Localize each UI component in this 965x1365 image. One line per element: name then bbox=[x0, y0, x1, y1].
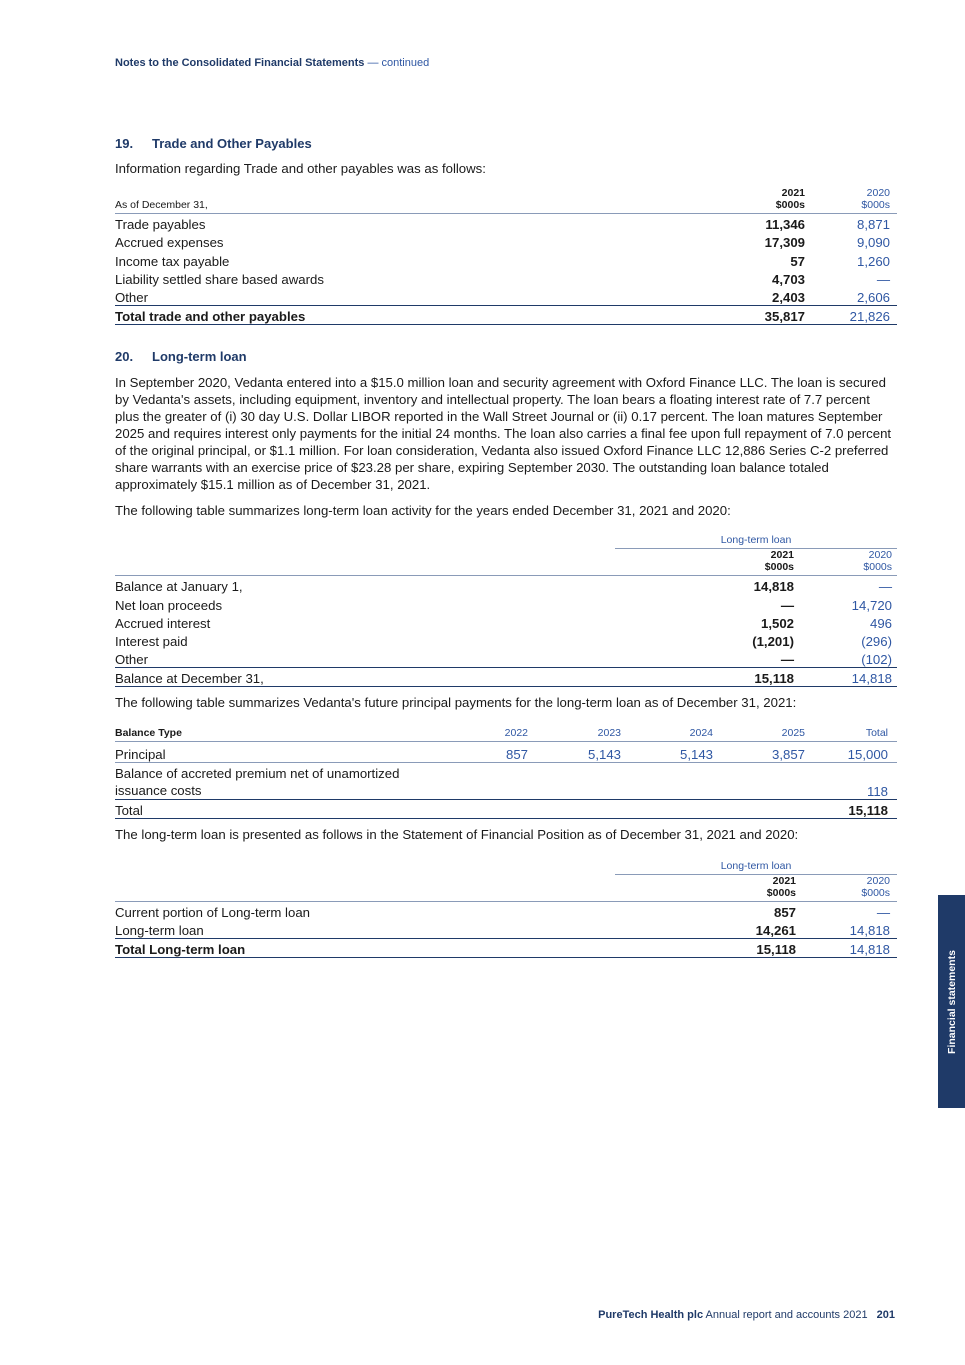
section-19-heading bbox=[115, 136, 897, 151]
future-payments-table bbox=[115, 720, 897, 818]
principal-total: 15,000 bbox=[847, 746, 888, 762]
value-2020: (102) bbox=[861, 652, 892, 668]
table-row bbox=[115, 649, 897, 668]
running-header-title: Notes to the Consolidated Financial Statements bbox=[115, 57, 365, 69]
activity-col-2021-unit: $000s bbox=[764, 561, 794, 574]
future-total-value: 15,118 bbox=[805, 799, 897, 818]
activity-col-2020-year: 2020 bbox=[868, 549, 892, 562]
value-2020: — bbox=[876, 905, 890, 921]
premium-total: 118 bbox=[866, 783, 888, 799]
principal-label: Principal bbox=[115, 746, 166, 762]
value-2020: 14,818 bbox=[849, 923, 890, 939]
position-col-2021-unit: $000s bbox=[766, 886, 796, 899]
section-19-title: Trade and Other Payables bbox=[152, 136, 312, 151]
activity-intro: The following table summarizes long-term loan activity for the years ended December 31, 2021 and 2020: bbox=[115, 503, 731, 518]
value-2020: 9,090 bbox=[856, 235, 890, 251]
table-row bbox=[115, 920, 897, 939]
future-header-2023: 2023 bbox=[528, 720, 621, 741]
table-row bbox=[115, 594, 897, 612]
section-19 bbox=[115, 136, 897, 325]
payables-col-2020-unit: $000s bbox=[861, 199, 890, 211]
future-header-type: Balance Type bbox=[115, 720, 437, 741]
row-label: Trade payables bbox=[115, 217, 206, 233]
loan-paragraph: In September 2020, Vedanta entered into a $15.0 million loan and security agreement with Oxford Finance LLC. The loan is secured by Vedanta's assets, including equipment, inventory and intellectual property. The loan bears a floating interest rate of 7.7 percent plus the greater of (i) 30 day U.S. Dollar LIBOR reported in the Wall Street Journal or (ii) 0.17 percent. The loan matures September 2025 and requires interest only payments for the initial 24 months. The loan also carries a final fee upon full repayment of 7.0 percent of the original principal, or $1.1 million. For loan consideration, Vedanta also issued Oxford Finance LLC 12,886 Series C-2 preferred share warrants with an exercise price of $23.28 per share, expiring September 2030. The outstanding loan balance totaled approximately $15.1 million as of December 31, 2021. bbox=[115, 375, 892, 492]
future-total-row bbox=[115, 799, 897, 818]
footer-report: Annual report and accounts 2021 bbox=[705, 1309, 868, 1321]
value-2021: 14,818 bbox=[753, 579, 794, 595]
position-col-2020 bbox=[800, 874, 897, 901]
activity-col-2021-year: 2021 bbox=[770, 549, 794, 562]
table-row bbox=[115, 287, 897, 306]
value-2020: 1,260 bbox=[856, 253, 890, 269]
future-total-label: Total bbox=[115, 799, 437, 818]
value-2020: 2,606 bbox=[856, 289, 890, 305]
row-label: Long-term loan bbox=[115, 923, 204, 939]
payables-as-of: As of December 31, bbox=[115, 187, 695, 214]
future-header-2024: 2024 bbox=[621, 720, 713, 741]
activity-total-row bbox=[115, 668, 897, 687]
table-row bbox=[115, 232, 897, 250]
row-label: Balance at January 1, bbox=[115, 579, 243, 595]
value-2020: (296) bbox=[861, 633, 892, 649]
value-2021: 11,346 bbox=[765, 217, 805, 233]
activity-col-2020 bbox=[800, 549, 897, 576]
section-19-number: 19. bbox=[115, 136, 134, 151]
loan-activity-table bbox=[115, 528, 897, 687]
section-20 bbox=[115, 349, 897, 958]
table-row bbox=[115, 631, 897, 649]
footer-company: PureTech Health plc bbox=[598, 1309, 704, 1321]
payables-table bbox=[115, 187, 897, 325]
value-2020: 8,871 bbox=[856, 217, 890, 233]
activity-col-2021 bbox=[615, 549, 800, 576]
row-label: Interest paid bbox=[115, 633, 188, 649]
table-row bbox=[115, 214, 897, 233]
premium-label bbox=[115, 762, 713, 799]
section-20-number: 20. bbox=[115, 349, 134, 364]
table-row bbox=[115, 269, 897, 287]
activity-col-2020-unit: $000s bbox=[863, 561, 892, 574]
total-2021: 35,817 bbox=[695, 305, 805, 324]
payables-col-2021 bbox=[695, 187, 805, 214]
row-label: Other bbox=[115, 289, 148, 305]
premium-label-line1: Balance of accreted premium net of unamortized bbox=[115, 765, 400, 781]
value-2020: 14,720 bbox=[851, 597, 892, 613]
payables-header-row bbox=[115, 187, 897, 214]
value-2021: — bbox=[780, 652, 794, 668]
payables-col-2021-year: 2021 bbox=[781, 187, 805, 199]
value-2021: 1,502 bbox=[760, 615, 794, 631]
future-header-2025: 2025 bbox=[713, 720, 805, 741]
row-label: Current portion of Long-term loan bbox=[115, 905, 310, 921]
position-col-2020-year: 2020 bbox=[866, 874, 890, 887]
total-2021: 15,118 bbox=[615, 668, 800, 687]
future-header-row bbox=[115, 720, 897, 741]
total-label: Total Long-term loan bbox=[115, 939, 615, 958]
payables-col-2020-year: 2020 bbox=[866, 187, 890, 199]
activity-group-row bbox=[115, 528, 897, 549]
principal-2025: 3,857 bbox=[771, 746, 805, 762]
principal-2023: 5,143 bbox=[587, 746, 621, 762]
total-label: Balance at December 31, bbox=[115, 668, 615, 687]
value-2021: 14,261 bbox=[755, 923, 796, 939]
financial-position-table bbox=[115, 854, 897, 959]
value-2021: — bbox=[780, 597, 794, 613]
premium-row bbox=[115, 762, 897, 799]
page-number: 201 bbox=[876, 1309, 895, 1321]
total-2021: 15,118 bbox=[615, 939, 800, 958]
position-col-2021-year: 2021 bbox=[772, 874, 796, 887]
total-label: Total trade and other payables bbox=[115, 305, 695, 324]
payables-col-2021-unit: $000s bbox=[775, 199, 805, 211]
row-label: Accrued expenses bbox=[115, 235, 224, 251]
table-row bbox=[115, 901, 897, 920]
value-2020: — bbox=[878, 579, 892, 595]
table-row bbox=[115, 250, 897, 268]
value-2020: 496 bbox=[869, 615, 892, 631]
position-group-row bbox=[115, 854, 897, 875]
row-label: Net loan proceeds bbox=[115, 597, 223, 613]
table-row bbox=[115, 576, 897, 595]
table-row bbox=[115, 613, 897, 631]
activity-group-label: Long-term loan bbox=[615, 528, 897, 549]
running-header-continued: — continued bbox=[367, 57, 430, 69]
position-header-row bbox=[115, 874, 897, 901]
position-intro: The long-term loan is presented as follows in the Statement of Financial Position as of December 31, 2021 and 2020: bbox=[115, 826, 799, 842]
value-2020: — bbox=[876, 271, 890, 287]
running-header bbox=[115, 57, 429, 69]
payables-col-2020 bbox=[805, 187, 897, 214]
future-header-total: Total bbox=[805, 720, 897, 741]
future-header-2022: 2022 bbox=[437, 720, 528, 741]
principal-2024: 5,143 bbox=[679, 746, 713, 762]
future-intro: The following table summarizes Vedanta's future principal payments for the long-term loan as of December 31, 2021: bbox=[115, 695, 797, 711]
value-2021: 17,309 bbox=[764, 235, 805, 251]
position-group-label: Long-term loan bbox=[615, 854, 897, 875]
principal-2022: 857 bbox=[505, 746, 528, 762]
position-col-2020-unit: $000s bbox=[861, 886, 890, 899]
section-20-heading bbox=[115, 349, 897, 364]
row-label: Liability settled share based awards bbox=[115, 271, 324, 287]
section-19-intro: Information regarding Trade and other payables was as follows: bbox=[115, 161, 486, 176]
premium-label-line2: issuance costs bbox=[115, 782, 202, 798]
value-2021: 2,403 bbox=[771, 289, 805, 305]
activity-header-row bbox=[115, 549, 897, 576]
position-col-2021 bbox=[615, 874, 800, 901]
section-side-tab[interactable] bbox=[938, 895, 965, 1108]
value-2021: (1,201) bbox=[752, 633, 794, 649]
side-tab-label: Financial statements bbox=[945, 949, 958, 1054]
value-2021: 857 bbox=[773, 905, 796, 921]
total-2020: 14,818 bbox=[800, 668, 897, 687]
section-20-title: Long-term loan bbox=[152, 349, 247, 364]
row-label: Income tax payable bbox=[115, 253, 230, 269]
position-total-row bbox=[115, 939, 897, 958]
total-2020: 21,826 bbox=[805, 305, 897, 324]
row-label: Accrued interest bbox=[115, 615, 211, 631]
value-2021: 4,703 bbox=[771, 271, 805, 287]
row-label: Other bbox=[115, 652, 148, 668]
total-2020: 14,818 bbox=[800, 939, 897, 958]
value-2021: 57 bbox=[790, 253, 805, 269]
principal-row bbox=[115, 741, 897, 762]
payables-total-row bbox=[115, 305, 897, 324]
page-footer bbox=[598, 1309, 895, 1321]
